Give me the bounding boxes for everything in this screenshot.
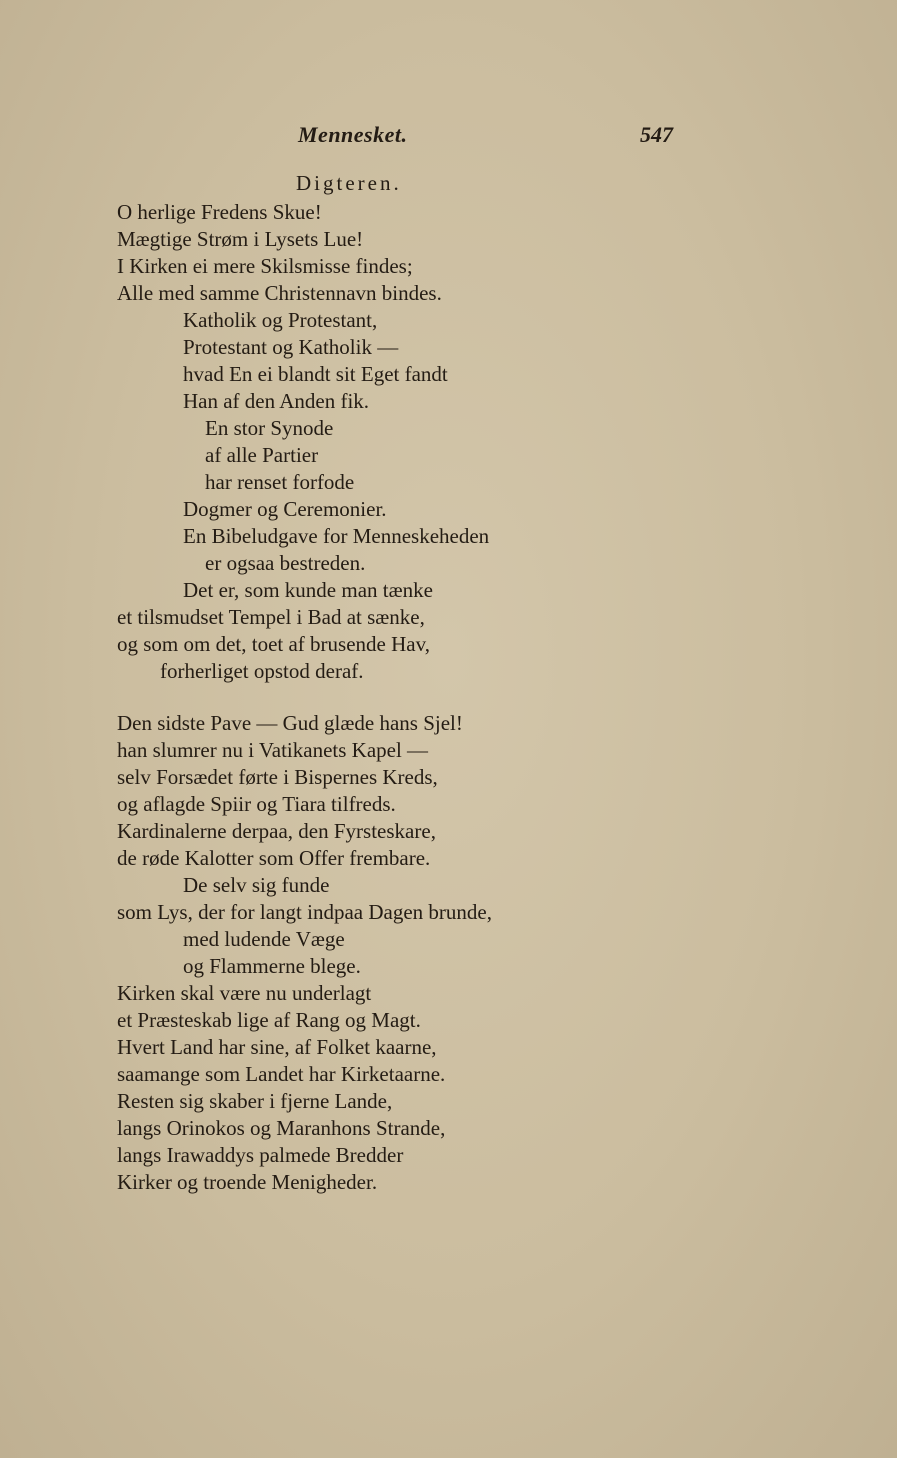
poem-line: I Kirken ei mere Skilsmisse findes; xyxy=(117,254,413,278)
poem-line: og Flammerne blege. xyxy=(183,954,361,978)
poem-line: han slumrer nu i Vatikanets Kapel — xyxy=(117,738,429,762)
poem-line: Kirker og troende Menigheder. xyxy=(117,1170,378,1194)
poem-line: En stor Synode xyxy=(205,416,334,440)
poem-line: og som om det, toet af brusende Hav, xyxy=(117,632,430,656)
poem-line: Kardinalerne derpaa, den Fyrsteskare, xyxy=(117,819,436,843)
poem-line: De selv sig funde xyxy=(183,873,330,897)
poem-line: Resten sig skaber i fjerne Lande, xyxy=(117,1089,393,1113)
poem-line: er ogsaa bestreden. xyxy=(205,551,366,575)
page-number: 547 xyxy=(640,122,673,147)
poem-line: og aflagde Spiir og Tiara tilfreds. xyxy=(117,792,396,816)
poem-line: forherliget opstod deraf. xyxy=(160,659,364,683)
page-header xyxy=(0,122,897,154)
poem-line: saamange som Landet har Kirketaarne. xyxy=(117,1062,446,1086)
poem-line: Hvert Land har sine, af Folket kaarne, xyxy=(117,1035,437,1059)
poem-line: hvad En ei blandt sit Eget fandt xyxy=(183,362,448,386)
poem-line: Kirken skal være nu underlagt xyxy=(117,981,372,1005)
poem-line: med ludende Væge xyxy=(183,927,345,951)
poem-line: Protestant og Katholik — xyxy=(183,335,399,359)
running-title: Mennesket. xyxy=(298,122,408,147)
poem-heading: Digteren. xyxy=(296,171,402,195)
poem-line: O herlige Fredens Skue! xyxy=(117,200,322,224)
poem-line: har renset forfode xyxy=(205,470,355,494)
poem-line: Mægtige Strøm i Lysets Lue! xyxy=(117,227,364,251)
poem-line: et tilsmudset Tempel i Bad at sænke, xyxy=(117,605,425,629)
poem-line: et Præsteskab lige af Rang og Magt. xyxy=(117,1008,421,1032)
poem-line: Det er, som kunde man tænke xyxy=(183,578,433,602)
poem-line: Katholik og Protestant, xyxy=(183,308,378,332)
poem-line: Alle med samme Christennavn bindes. xyxy=(117,281,442,305)
poem-line: langs Orinokos og Maranhons Strande, xyxy=(117,1116,446,1140)
poem-line: Dogmer og Ceremonier. xyxy=(183,497,387,521)
poem-line: En Bibeludgave for Menneskeheden xyxy=(183,524,490,548)
poem-line: som Lys, der for langt indpaa Dagen brunde, xyxy=(117,900,492,924)
poem-line: af alle Partier xyxy=(205,443,319,467)
poem-line: Den sidste Pave — Gud glæde hans Sjel! xyxy=(117,711,463,735)
poem-line: de røde Kalotter som Offer frembare. xyxy=(117,846,431,870)
poem-line: Han af den Anden fik. xyxy=(183,389,370,413)
poem-line: langs Irawaddys palmede Bredder xyxy=(117,1143,404,1167)
poem-line: selv Forsædet førte i Bispernes Kreds, xyxy=(117,765,438,789)
